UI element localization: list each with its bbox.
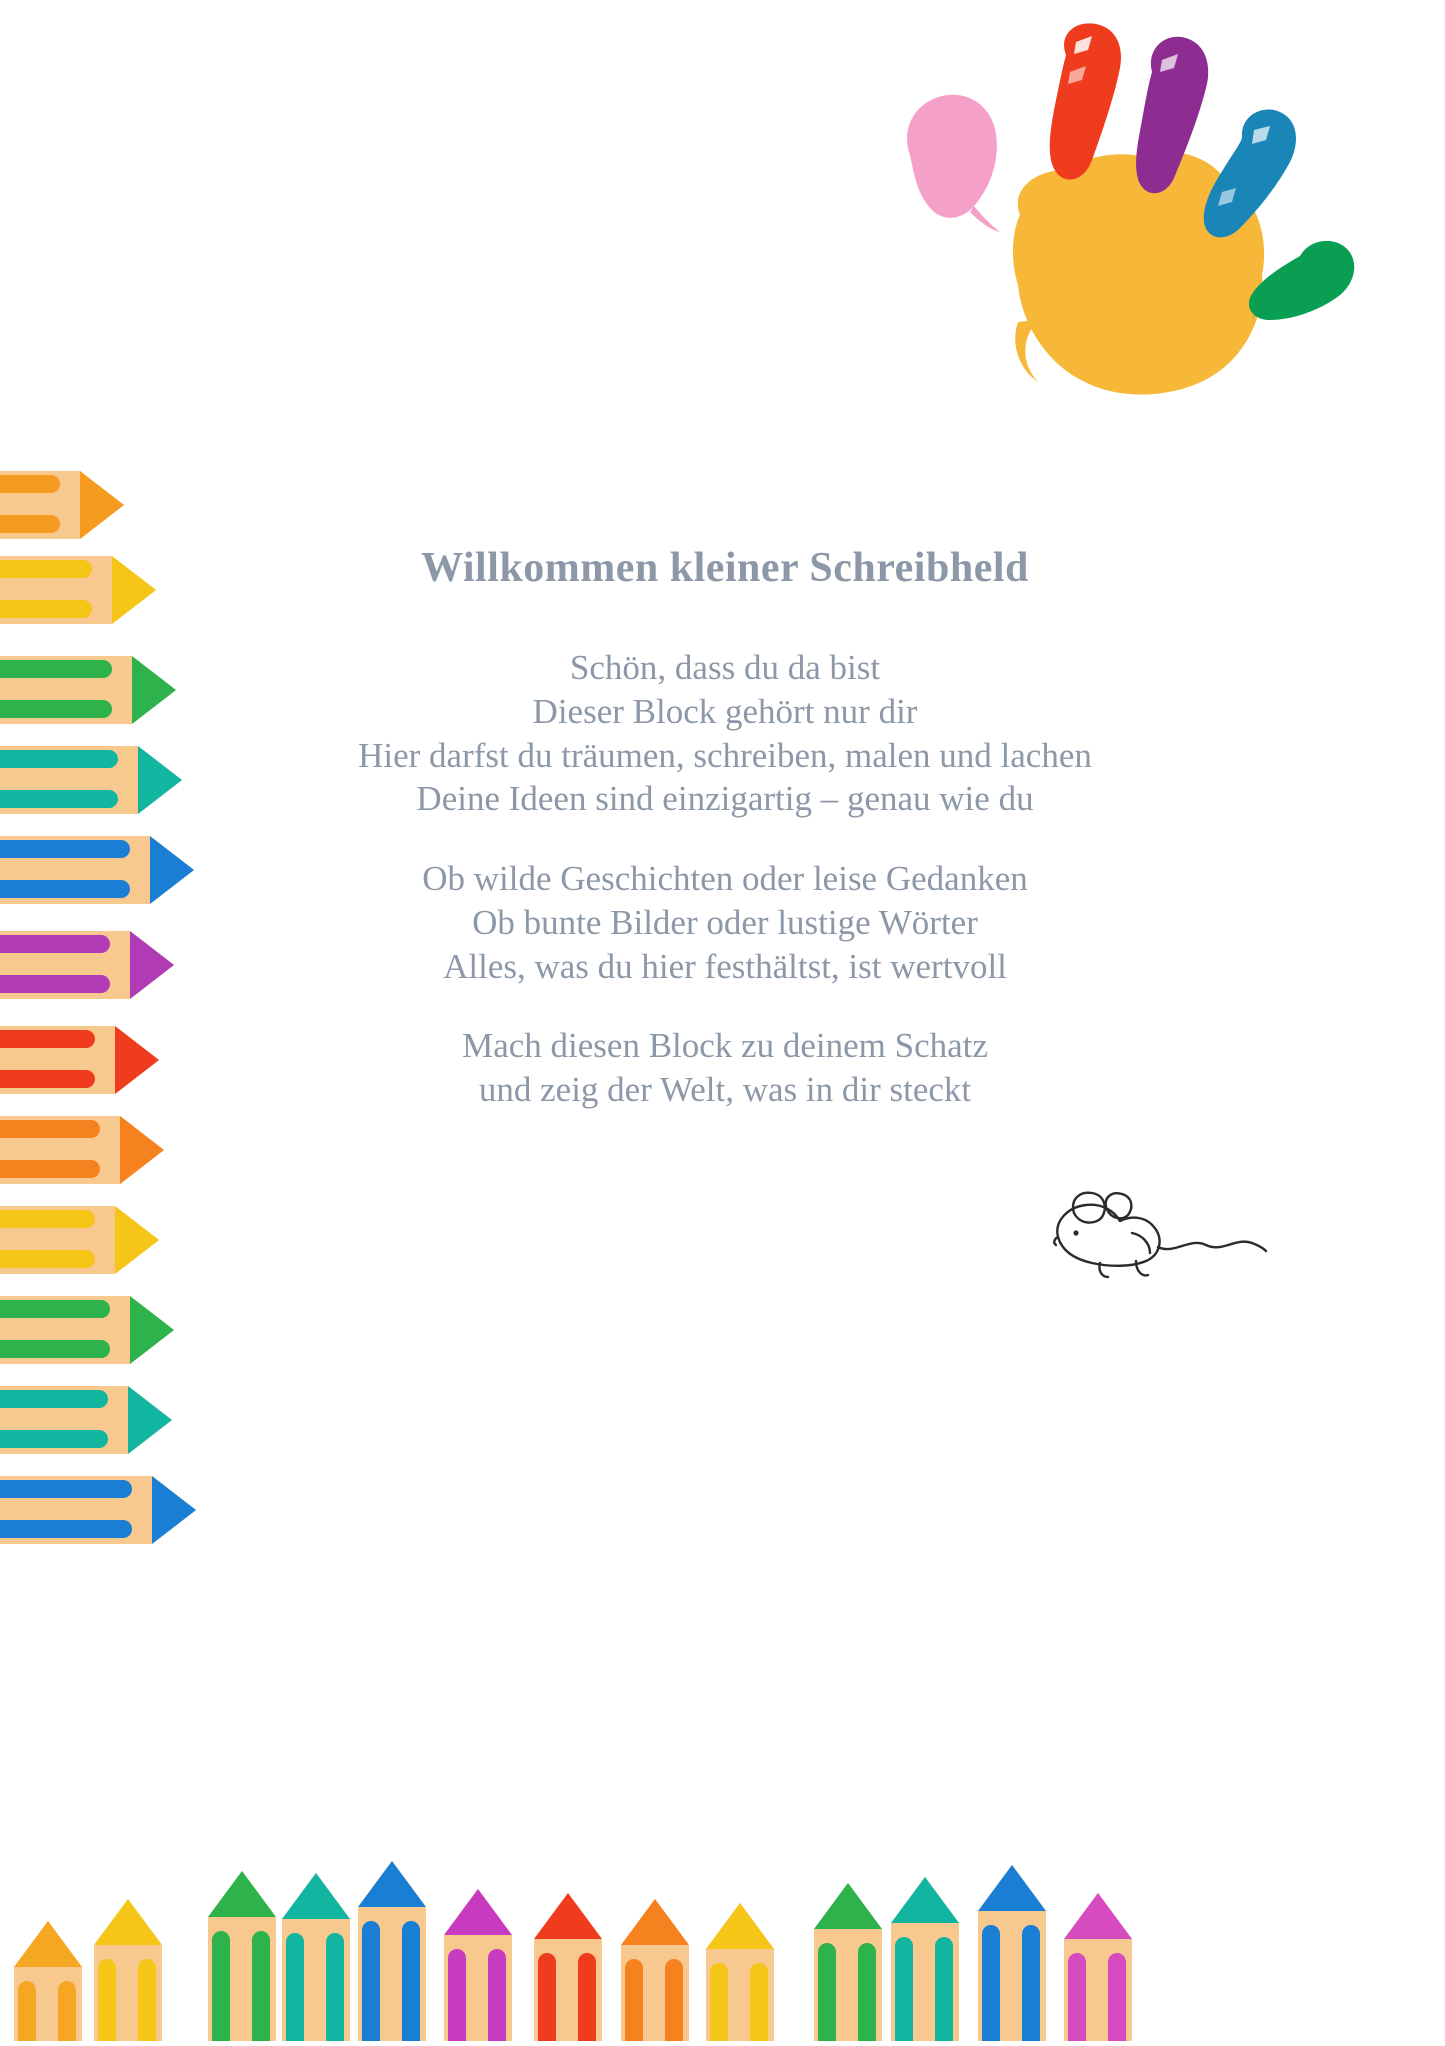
pencil-row: [0, 556, 156, 624]
poem-line: Ob wilde Geschichten oder leise Gedanken: [422, 859, 1028, 899]
handprint-thumb: [907, 95, 1000, 232]
pencil-column: [534, 1893, 602, 2041]
pencil-border-bottom: [0, 1841, 1445, 2041]
pencil-column: [358, 1861, 426, 2041]
pencil-column: [94, 1899, 162, 2041]
pencil-column: [1064, 1893, 1132, 2041]
poem-line: und zeig der Welt, was in dir steckt: [478, 1070, 972, 1110]
stanza-2: [170, 857, 1280, 988]
pencil-column: [444, 1889, 512, 2041]
page-title: Willkommen kleiner Schreibheld: [421, 545, 1029, 591]
pencil-border-left: [0, 0, 210, 2041]
pencil-row: [0, 656, 176, 724]
poem-line: Alles, was du hier festhältst, ist wertvoll: [443, 946, 1007, 986]
pencil-row: [0, 1026, 159, 1094]
poem-line: Schön, dass du da bist: [569, 648, 881, 688]
stanza-3: [170, 1024, 1280, 1112]
pencil-row: [0, 931, 174, 999]
poem-line: Ob bunte Bilder oder lustige Wörter: [472, 902, 978, 942]
pencil-row: [0, 836, 194, 904]
pencil-column: [14, 1921, 82, 2041]
pencil-row: [0, 1386, 172, 1454]
pencil-row: [0, 1206, 159, 1274]
poem-line: Mach diesen Block zu deinem Schatz: [462, 1026, 988, 1066]
pencil-column: [978, 1865, 1046, 2041]
pencil-row: [0, 1116, 164, 1184]
pencil-row: [0, 1296, 174, 1364]
pencil-column: [706, 1903, 774, 2041]
handprint-illustration: [870, 20, 1410, 440]
poem-line: Deine Ideen sind einzigartig – genau wie du: [416, 779, 1034, 819]
poem-content: [170, 545, 1280, 1112]
pencil-row: [0, 1476, 196, 1544]
handprint-pinky-finger: [1249, 241, 1354, 320]
pencil-column: [208, 1871, 276, 2041]
poem-line: Hier darfst du träumen, schreiben, malen und lachen: [358, 735, 1092, 775]
poem-line: Dieser Block gehört nur dir: [532, 691, 918, 731]
pencil-row: [0, 471, 124, 539]
pencil-column: [891, 1877, 959, 2041]
pencil-column: [814, 1883, 882, 2041]
pencil-column: [621, 1899, 689, 2041]
pencil-row: [0, 746, 182, 814]
pencil-column: [282, 1873, 350, 2041]
stanza-1: [170, 646, 1280, 821]
mouse-doodle-icon: [1040, 1185, 1270, 1285]
